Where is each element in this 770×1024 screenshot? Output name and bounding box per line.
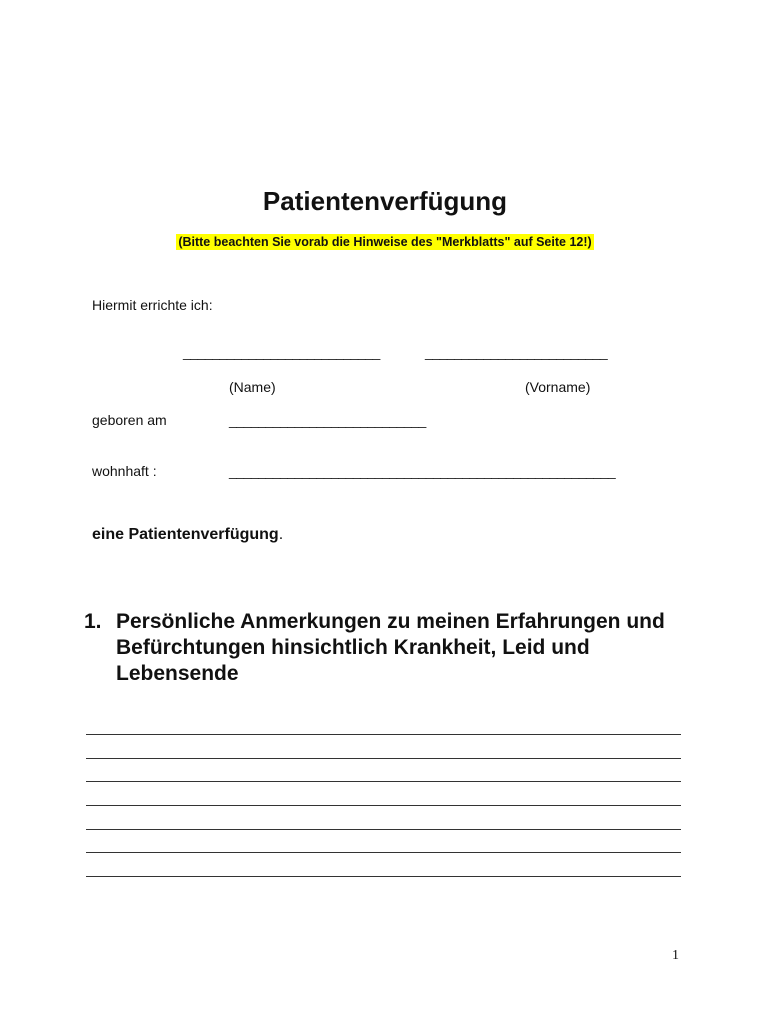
section-1-heading [84,609,696,687]
vorname-field[interactable]: _________________________ [425,344,608,360]
vorname-caption: (Vorname) [525,379,591,395]
writing-line-3[interactable] [86,781,681,782]
address-label: wohnhaft : [92,463,157,479]
declaration [92,526,283,544]
section-1-number: 1. [84,610,102,633]
writing-line-5[interactable] [86,829,681,830]
address-field[interactable]: _____________________________________________________ [229,463,616,479]
born-field[interactable]: ___________________________ [229,412,426,428]
name-field[interactable]: ___________________________ [183,344,380,360]
intro-text: Hiermit errichte ich: [92,297,213,313]
writing-line-6[interactable] [86,852,681,853]
writing-line-7[interactable] [86,876,681,877]
born-label: geboren am [92,412,167,428]
page-number: 1 [672,948,679,963]
declaration-period: . [278,526,284,543]
document-title: Patientenverfügung [262,186,508,216]
merkblatt-note-container [0,233,770,251]
writing-line-2[interactable] [86,758,681,759]
section-1-title: Persönliche Anmerkungen zu meinen Erfahrungen und Befürchtungen hinsichtlich Krankheit, Leid und Lebensende [116,610,665,685]
writing-line-1[interactable] [86,734,681,735]
merkblatt-note: (Bitte beachten Sie vorab die Hinweise des "Merkblatts" auf Seite 12!) [178,235,592,249]
name-caption: (Name) [229,379,276,395]
declaration-text: eine Patientenverfügung [92,526,279,543]
writing-line-4[interactable] [86,805,681,806]
